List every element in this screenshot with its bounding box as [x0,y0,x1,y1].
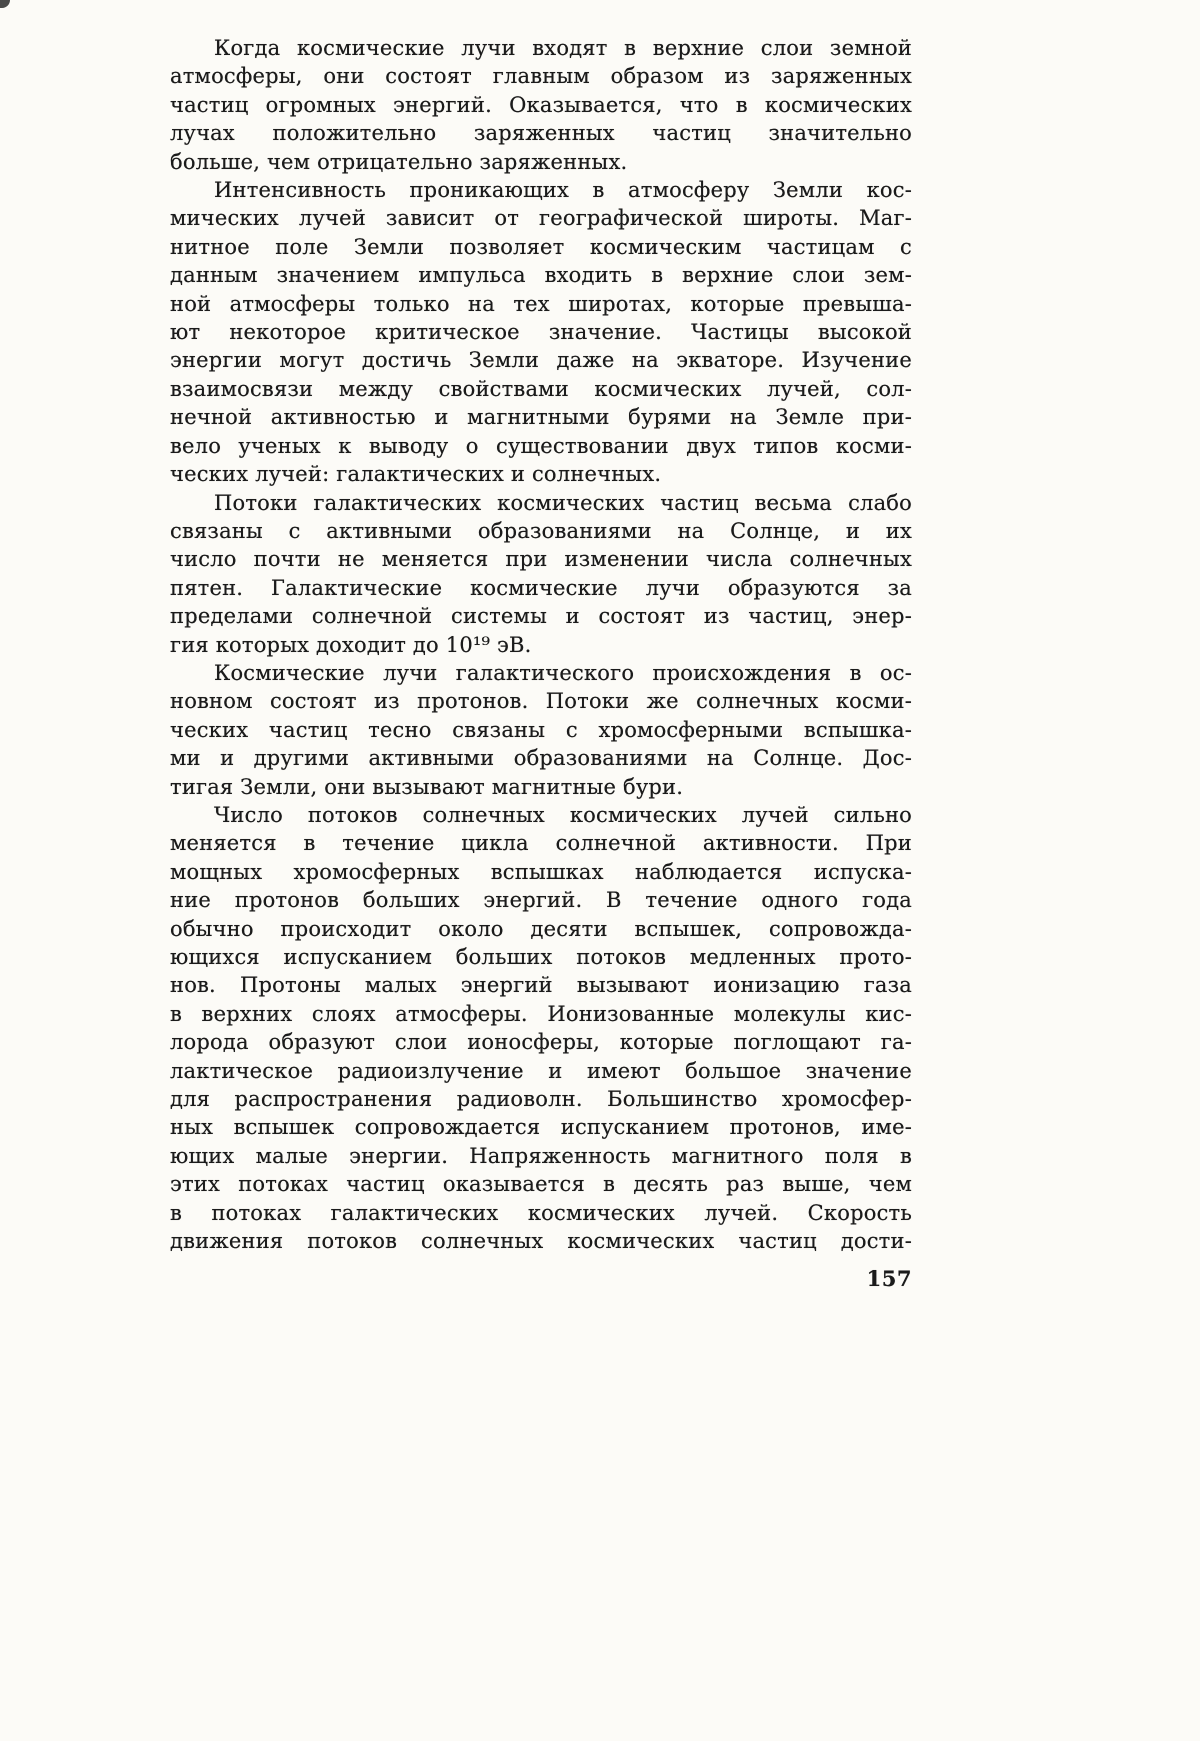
text-line: ющихся испусканием больших потоков медленных прото- [170,945,912,969]
text-line: ческих лучей: галактических и солнечных. [170,462,662,487]
text-line: для распространения радиоволн. Большинство хромосфер- [170,1087,912,1112]
text-line: пятен. Галактические космические лучи образуются за [170,575,912,600]
page-number: 157 [866,1266,912,1291]
text-line: лорода образуют слои ионосферы, которые поглощают га- [170,1030,912,1055]
text-line: данным значением импульса входить в верхние слои зем- [170,263,912,288]
text-line: ных вспышек сопровождается испусканием протонов, име- [170,1115,912,1140]
text-line: атмосферы, они состоят главным образом из заряженных [170,64,912,89]
text-line: гия которых доходит до 10¹⁹ эВ. [170,632,532,657]
text-line: тигая Земли, они вызывают магнитные бури. [170,774,684,799]
text-line: ческих частиц тесно связаны с хромосферными вспышка- [170,717,912,742]
text-line: ной атмосферы только на тех широтах, которые превыша- [170,291,912,316]
text-line: вело ученых к выводу о существовании двух типов косми- [170,433,912,458]
text-line: в потоках галактических космических лучей. Скорость [170,1200,912,1225]
text-line: Когда космические лучи входят в верхние слои земной [214,36,912,60]
text-line: нитное поле Земли позволяет космическим частицам с [170,234,912,259]
text-line: связаны с активными образованиями на Солнце, и их [170,518,912,543]
text-line: число почти не меняется при изменении числа солнечных [170,547,912,572]
text-line: мических лучей зависит от географической широты. Маг- [170,206,912,231]
text-line: взаимосвязи между свойствами космических лучей, сол- [170,376,912,401]
text-line: ние протонов больших энергий. В течение одного года [170,888,912,913]
text-line: ющих малые энергии. Напряженность магнитного поля в [170,1143,912,1168]
text-line: ми и другими активными образованиями на Солнце. Дос- [170,746,912,771]
text-line: ют некоторое критическое значение. Частицы высокой [170,320,912,345]
text-line: нов. Протоны малых энергий вызывают ионизацию газа [170,973,912,998]
text-line: лучах положительно заряженных частиц значительно [170,121,912,146]
text-line: лактическое радиоизлучение и имеют большое значение [170,1058,912,1083]
text-line: Число потоков солнечных космических лучей сильно [214,802,912,827]
text-line: движения потоков солнечных космических частиц дости- [170,1229,912,1254]
text-line: в верхних слоях атмосферы. Ионизованные молекулы кис- [170,1001,912,1026]
scan-artifact [0,0,10,8]
text-line: частиц огромных энергий. Оказывается, что в космических [170,92,912,117]
text-line: нечной активностью и магнитными бурями на Земле при- [170,405,912,430]
text-line: обычно происходит около десяти вспышек, сопровожда- [170,916,912,941]
text-line: этих потоках частиц оказывается в десять раз выше, чем [170,1172,912,1197]
text-line: Интенсивность проникающих в атмосферу Земли кос- [214,178,912,203]
text-line: Потоки галактических космических частиц весьма слабо [214,490,912,515]
text-block [170,34,912,1255]
text-line: новном состоят из протонов. Потоки же солнечных косми- [170,689,912,714]
text-line: меняется в течение цикла солнечной активности. При [170,831,912,856]
text-line: мощных хромосферных вспышках наблюдается испуска- [170,859,912,884]
text-line: больше, чем отрицательно заряженных. [170,149,628,174]
text-line: Космические лучи галактического происхождения в ос- [214,660,912,685]
text-line: энергии могут достичь Земли даже на экваторе. Изучение [170,348,912,373]
text-line: пределами солнечной системы и состоят из частиц, энер- [170,604,912,629]
